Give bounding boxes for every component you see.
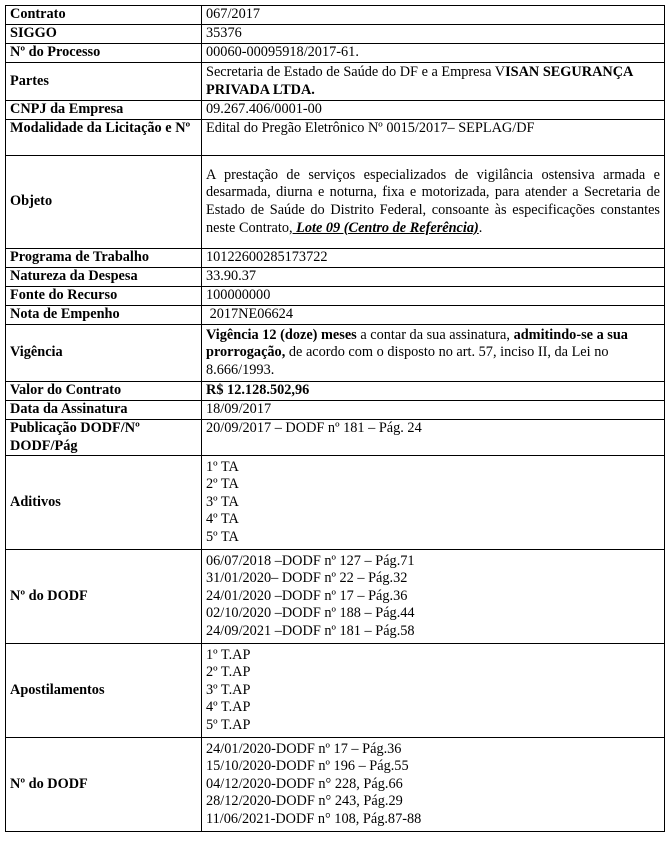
value-dodf-apostilamentos — [202, 738, 665, 832]
label-modalidade: Modalidade da Licitação e Nº — [6, 120, 202, 156]
row-valor — [6, 382, 665, 401]
row-partes — [6, 63, 665, 101]
row-dodf-apostilamentos — [6, 738, 665, 832]
objeto-end: . — [478, 219, 483, 236]
value-valor: R$ 12.128.502,96 — [202, 382, 665, 401]
apostilamento-item: 1º T.AP — [206, 646, 251, 663]
label-aditivos: Aditivos — [6, 456, 202, 550]
apostilamento-item: 3º T.AP — [206, 681, 251, 698]
label-fonte: Fonte do Recurso — [6, 287, 202, 306]
value-cnpj: 09.267.406/0001-00 — [202, 101, 665, 120]
value-publicacao: 20/09/2017 – DODF nº 181 – Pág. 24 — [202, 420, 665, 456]
value-objeto — [202, 156, 665, 249]
label-contrato: Contrato — [6, 6, 202, 25]
objeto-lote: Lote 09 (Centro de Referência) — [292, 219, 479, 236]
objeto-text: A prestação de serviços especializados de vigilância ostensiva armada e desarmada, diurna e noturna, fixa e motorizada, para atender a Secretaria de Estado de Saúde do Distrito Federal, consoante às especificações constantes neste Contrato, — [206, 166, 660, 236]
dodf-aditivo-item: 02/10/2020 –DODF nº 188 – Pág.44 — [206, 605, 415, 622]
dodf-apostilamento-item: 04/12/2020-DODF n° 228, Pág.66 — [206, 775, 403, 792]
label-empenho: Nota de Empenho — [6, 306, 202, 325]
row-processo — [6, 44, 665, 63]
label-apostilamentos: Apostilamentos — [6, 644, 202, 738]
dodf-aditivo-item: 06/07/2018 –DODF nº 127 – Pág.71 — [206, 552, 415, 569]
dodf-apostilamento-item: 28/12/2020-DODF n° 243, Pág.29 — [206, 793, 403, 810]
label-vigencia: Vigência — [6, 325, 202, 382]
row-programa — [6, 249, 665, 268]
row-modalidade — [6, 120, 665, 156]
dodf-apostilamento-item: 11/06/2021-DODF n° 108, Pág.87-88 — [206, 811, 422, 828]
vigencia-text-2: de acordo com o disposto no art. 57, inciso II, da Lei no 8.666/1993. — [206, 344, 609, 378]
label-cnpj: CNPJ da Empresa — [6, 101, 202, 120]
label-siggo: SIGGO — [6, 25, 202, 44]
label-publicacao: Publicação DODF/Nº DODF/Pág — [6, 420, 202, 456]
partes-empresa: ISAN SEGURANÇA PRIVADA LTDA. — [206, 63, 633, 98]
row-siggo — [6, 25, 665, 44]
value-natureza: 33.90.37 — [202, 268, 665, 287]
value-dodf-aditivos — [202, 550, 665, 644]
partes-text: Secretaria de Estado de Saúde do DF e a Empresa V — [206, 63, 506, 80]
aditivo-item: 3º TA — [206, 493, 239, 510]
label-dodf-apostilamentos: Nº do DODF — [6, 738, 202, 832]
contract-table — [5, 5, 665, 832]
dodf-apostilamento-item: 24/01/2020-DODF nº 17 – Pág.36 — [206, 740, 402, 757]
label-programa: Programa de Trabalho — [6, 249, 202, 268]
aditivo-item: 1º TA — [206, 458, 239, 475]
value-empenho: 2017NE06624 — [202, 306, 665, 325]
label-partes: Partes — [6, 63, 202, 101]
value-processo: 00060-00095918/2017-61. — [202, 44, 665, 63]
row-empenho — [6, 306, 665, 325]
row-contrato — [6, 6, 665, 25]
value-siggo: 35376 — [202, 25, 665, 44]
value-vigencia — [202, 325, 665, 382]
apostilamento-item: 4º T.AP — [206, 699, 251, 716]
aditivo-item: 4º TA — [206, 511, 239, 528]
vigencia-prazo: Vigência 12 (doze) meses — [206, 326, 357, 343]
dodf-aditivo-item: 24/01/2020 –DODF nº 17 – Pág.36 — [206, 587, 408, 604]
value-apostilamentos — [202, 644, 665, 738]
label-objeto: Objeto — [6, 156, 202, 249]
row-apostilamentos — [6, 644, 665, 738]
value-fonte: 100000000 — [202, 287, 665, 306]
dodf-aditivo-item: 31/01/2020– DODF nº 22 – Pág.32 — [206, 570, 408, 587]
dodf-aditivo-item: 24/09/2021 –DODF nº 181 – Pág.58 — [206, 623, 415, 640]
value-modalidade: Edital do Pregão Eletrônico Nº 0015/2017– SEPLAG/DF — [202, 120, 665, 156]
row-objeto — [6, 156, 665, 249]
label-natureza: Natureza da Despesa — [6, 268, 202, 287]
aditivo-item: 2º TA — [206, 476, 239, 493]
value-contrato: 067/2017 — [202, 6, 665, 25]
row-cnpj — [6, 101, 665, 120]
label-valor: Valor do Contrato — [6, 382, 202, 401]
row-fonte — [6, 287, 665, 306]
row-dodf-aditivos — [6, 550, 665, 644]
value-programa: 10122600285173722 — [202, 249, 665, 268]
value-aditivos — [202, 456, 665, 550]
aditivo-item: 5º TA — [206, 529, 239, 546]
row-publicacao — [6, 420, 665, 456]
row-aditivos — [6, 456, 665, 550]
row-natureza — [6, 268, 665, 287]
apostilamento-item: 2º T.AP — [206, 664, 251, 681]
value-assinatura: 18/09/2017 — [202, 401, 665, 420]
row-vigencia — [6, 325, 665, 382]
apostilamento-item: 5º T.AP — [206, 717, 251, 734]
row-assinatura — [6, 401, 665, 420]
vigencia-text-1: a contar da sua assinatura, — [356, 326, 514, 343]
value-partes — [202, 63, 665, 101]
label-dodf-aditivos: Nº do DODF — [6, 550, 202, 644]
vigencia-prorrogacao: admitindo-se a sua prorrogação, — [206, 326, 628, 361]
dodf-apostilamento-item: 15/10/2020-DODF nº 196 – Pág.55 — [206, 758, 409, 775]
label-processo: Nº do Processo — [6, 44, 202, 63]
label-assinatura: Data da Assinatura — [6, 401, 202, 420]
